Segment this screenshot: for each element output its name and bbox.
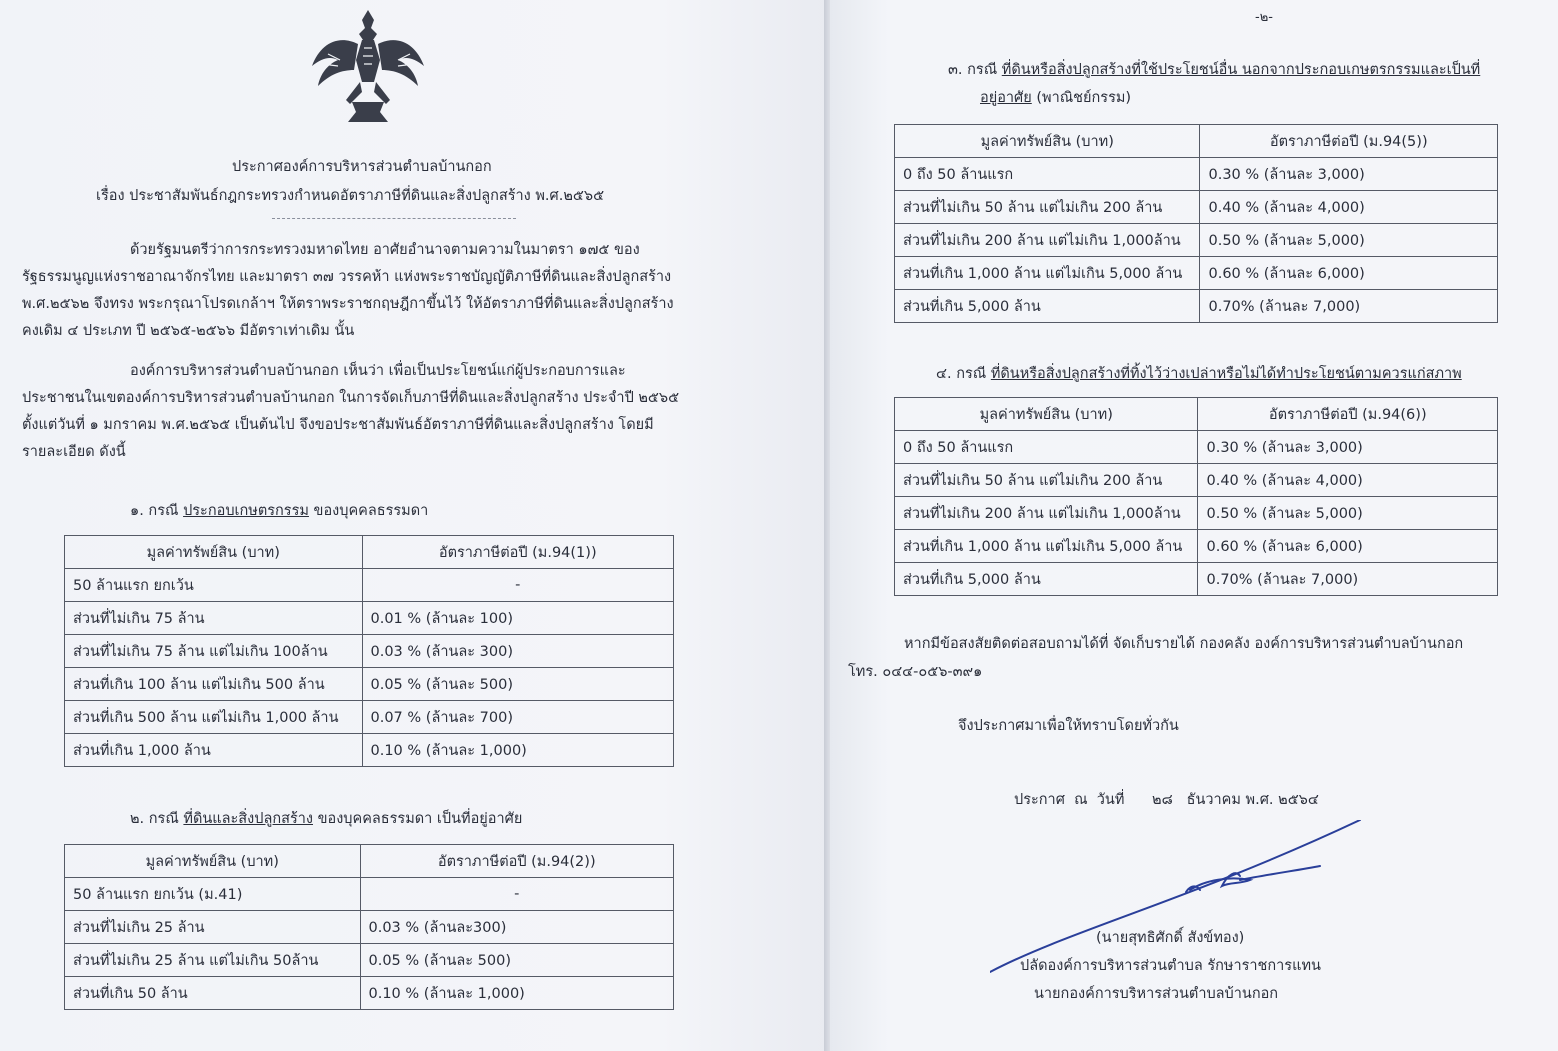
section-prefix: ๔. กรณี [936,366,991,382]
table-cell: - [360,878,674,911]
signer-name: (นายสุทธิศักดิ์ สังข์ทอง) [1096,930,1245,946]
column-header: อัตราภาษีต่อปี (ม.94(2)) [360,845,674,878]
section-underlined: ที่ดินหรือสิ่งปลูกสร้างที่ทิ้งไว้ว่างเปล่าหรือไม่ได้ทำประโยชน์ตามควรแก่สภาพ [990,366,1462,382]
column-header: มูลค่าทรัพย์สิน (บาท) [65,536,363,569]
table-cell: 0.10 % (ล้านละ 1,000) [362,734,674,767]
table-header-row [65,536,674,569]
announce-line: จึงประกาศมาเพื่อให้ทราบโดยทั่วกัน [958,718,1179,734]
column-header: มูลค่าทรัพย์สิน (บาท) [895,125,1200,158]
table-cell: 0.05 % (ล้านละ 500) [360,944,674,977]
table-row [895,158,1498,191]
table-row [65,734,674,767]
page-number: -๒- [1255,10,1273,25]
section-underlined: อยู่อาศัย [980,90,1032,106]
table-header-row [895,398,1498,431]
table-cell: ส่วนที่ไม่เกิน 200 ล้าน แต่ไม่เกิน 1,000ล้าน [895,224,1200,257]
table-row [895,191,1498,224]
page-2 [830,0,1558,1051]
rate-table-2 [64,844,674,1010]
table-row [65,977,674,1010]
column-header: อัตราภาษีต่อปี (ม.94(1)) [362,536,674,569]
table-row [65,569,674,602]
table-cell: 0.50 % (ล้านละ 5,000) [1200,224,1498,257]
table-cell: 50 ล้านแรก ยกเว้น (ม.41) [65,878,361,911]
paragraph-line: รายละเอียด ดังนี้ [22,444,126,460]
table-row [895,530,1498,563]
table-cell: 0.60 % (ล้านละ 6,000) [1200,257,1498,290]
table-row [895,563,1498,596]
table-cell: 0.40 % (ล้านละ 4,000) [1198,464,1498,497]
table-cell: 0.50 % (ล้านละ 5,000) [1198,497,1498,530]
rate-table-4 [894,397,1498,596]
section-2-title [130,807,522,830]
paragraph-line: คงเดิม ๔ ประเภท ปี ๒๕๖๕-๒๕๖๖ มีอัตราเท่าเดิม นั้น [22,323,355,339]
table-row [895,257,1498,290]
table-cell: ส่วนที่ไม่เกิน 25 ล้าน [65,911,361,944]
section-underlined: ที่ดินและสิ่งปลูกสร้าง [183,811,313,827]
table-cell: ส่วนที่เกิน 1,000 ล้าน [65,734,363,767]
section-1-title [130,499,428,522]
table-row [65,635,674,668]
table-row [65,878,674,911]
table-cell: 0.70% (ล้านละ 7,000) [1200,290,1498,323]
paragraph-line: ตั้งแต่วันที่ ๑ มกราคม พ.ศ.๒๕๖๕ เป็นต้นไป จึงขอประชาสัมพันธ์อัตราภาษีที่ดินและสิ่งปลูกสร้าง โดยมี [22,417,654,433]
table-cell: 0.60 % (ล้านละ 6,000) [1198,530,1498,563]
table-header-row [65,845,674,878]
section-prefix: ๑. กรณี [130,503,184,519]
section-4-title [936,362,1462,385]
table-cell: 0.03 % (ล้านละ300) [360,911,674,944]
table-row [65,911,674,944]
column-header: มูลค่าทรัพย์สิน (บาท) [65,845,361,878]
table-cell: ส่วนที่ไม่เกิน 75 ล้าน [65,602,363,635]
table-row [65,668,674,701]
table-cell: 0.07 % (ล้านละ 700) [362,701,674,734]
paragraph-line: ประชาชนในเขตองค์การบริหารส่วนตำบลบ้านกอก ในการจัดเก็บภาษีที่ดินและสิ่งปลูกสร้าง ประจำปี ๒๕๖๕ [22,390,680,406]
table-cell: ส่วนที่เกิน 5,000 ล้าน [895,290,1200,323]
section-prefix: ๒. กรณี [130,811,184,827]
table-row [895,497,1498,530]
table-cell: 0.40 % (ล้านละ 4,000) [1200,191,1498,224]
section-3-title-cont [980,86,1131,109]
paragraph-line: รัฐธรรมนูญแห่งราชอาณาจักรไทย และมาตรา ๓๗ วรรคห้า แห่งพระราชบัญญัติภาษีที่ดินและสิ่งปลูกสร้าง [22,269,672,285]
table-cell: - [362,569,674,602]
table-cell: ส่วนที่เกิน 500 ล้าน แต่ไม่เกิน 1,000 ล้าน [65,701,363,734]
table-cell: ส่วนที่ไม่เกิน 50 ล้าน แต่ไม่เกิน 200 ล้าน [895,191,1200,224]
signer-title: ปลัดองค์การบริหารส่วนตำบล รักษาราชการแทน [1020,958,1321,974]
paragraph-line: องค์การบริหารส่วนตำบลบ้านกอก เห็นว่า เพื่อเป็นประโยชน์แก่ผู้ประกอบการและ [130,363,626,379]
announcement-subject: เรื่อง ประชาสัมพันธ์กฎกระทรวงกำหนดอัตราภาษีที่ดินและสิ่งปลูกสร้าง พ.ศ.๒๕๖๕ [96,188,605,204]
date-line: ประกาศ ณ วันที่ ๒๘ ธันวาคม พ.ศ. ๒๕๖๔ [1014,792,1319,808]
table-row [895,224,1498,257]
table-row [65,944,674,977]
purpose-paragraph [22,358,679,466]
announcement-header: ประกาศองค์การบริหารส่วนตำบลบ้านกอก [232,159,492,175]
table-cell: ส่วนที่ไม่เกิน 50 ล้าน แต่ไม่เกิน 200 ล้าน [895,464,1198,497]
table-cell: ส่วนที่เกิน 1,000 ล้าน แต่ไม่เกิน 5,000 ล้าน [895,530,1198,563]
table-cell: 0.10 % (ล้านละ 1,000) [360,977,674,1010]
section-underlined: ที่ดินหรือสิ่งปลูกสร้างที่ใช้ประโยชน์อื่น นอกจากประกอบเกษตรกรรมและเป็นที่ [1001,62,1481,78]
table-row [895,464,1498,497]
section-prefix: ๓. กรณี [948,62,1002,78]
table-row [895,290,1498,323]
section-suffix: ของบุคคลธรรมดา [308,503,429,519]
table-cell: ส่วนที่เกิน 5,000 ล้าน [895,563,1198,596]
header-divider [272,218,516,219]
column-header: มูลค่าทรัพย์สิน (บาท) [895,398,1198,431]
paragraph-line: ด้วยรัฐมนตรีว่าการกระทรวงมหาดไทย อาศัยอำนาจตามความในมาตรา ๑๗๕ ของ [130,242,640,258]
table-cell: ส่วนที่เกิน 50 ล้าน [65,977,361,1010]
table-cell: 50 ล้านแรก ยกเว้น [65,569,363,602]
table-cell: ส่วนที่ไม่เกิน 75 ล้าน แต่ไม่เกิน 100ล้าน [65,635,363,668]
section-suffix: ของบุคคลธรรมดา เป็นที่อยู่อาศัย [312,811,523,827]
rate-table-3 [894,124,1498,323]
contact-line: หากมีข้อสงสัยติดต่อสอบถามได้ที่ จัดเก็บรายได้ กองคลัง องค์การบริหารส่วนตำบลบ้านกอก [904,636,1464,652]
table-cell: ส่วนที่เกิน 100 ล้าน แต่ไม่เกิน 500 ล้าน [65,668,363,701]
table-row [895,431,1498,464]
table-cell: 0 ถึง 50 ล้านแรก [895,158,1200,191]
contact-phone: โทร. ๐๔๔-๐๕๖-๓๙๑ [848,664,983,680]
column-header: อัตราภาษีต่อปี (ม.94(6)) [1198,398,1498,431]
table-cell: 0.03 % (ล้านละ 300) [362,635,674,668]
table-cell: 0.30 % (ล้านละ 3,000) [1198,431,1498,464]
signer-title-2: นายกองค์การบริหารส่วนตำบลบ้านกอก [1034,986,1279,1002]
section-suffix: (พาณิชย์กรรม) [1031,90,1132,106]
paragraph-line: พ.ศ.๒๕๖๒ จึงทรง พระกรุณาโปรดเกล้าฯ ให้ตราพระราชกฤษฎีกาขึ้นไว้ ให้อัตราภาษีที่ดินและสิ่งปลูกสร้าง [22,296,674,312]
table-row [65,701,674,734]
table-cell: 0.01 % (ล้านละ 100) [362,602,674,635]
garuda-emblem [308,4,428,126]
column-header: อัตราภาษีต่อปี (ม.94(5)) [1200,125,1498,158]
section-3-title [948,58,1480,81]
table-row [65,602,674,635]
table-header-row [895,125,1498,158]
table-cell: ส่วนที่ไม่เกิน 25 ล้าน แต่ไม่เกิน 50ล้าน [65,944,361,977]
table-cell: 0.30 % (ล้านละ 3,000) [1200,158,1498,191]
section-underlined: ประกอบเกษตรกรรม [183,503,309,519]
rate-table-1 [64,535,674,767]
table-cell: ส่วนที่เกิน 1,000 ล้าน แต่ไม่เกิน 5,000 ล้าน [895,257,1200,290]
table-cell: 0.05 % (ล้านละ 500) [362,668,674,701]
intro-paragraph [22,237,674,345]
table-cell: ส่วนที่ไม่เกิน 200 ล้าน แต่ไม่เกิน 1,000ล้าน [895,497,1198,530]
table-cell: 0 ถึง 50 ล้านแรก [895,431,1198,464]
table-cell: 0.70% (ล้านละ 7,000) [1198,563,1498,596]
